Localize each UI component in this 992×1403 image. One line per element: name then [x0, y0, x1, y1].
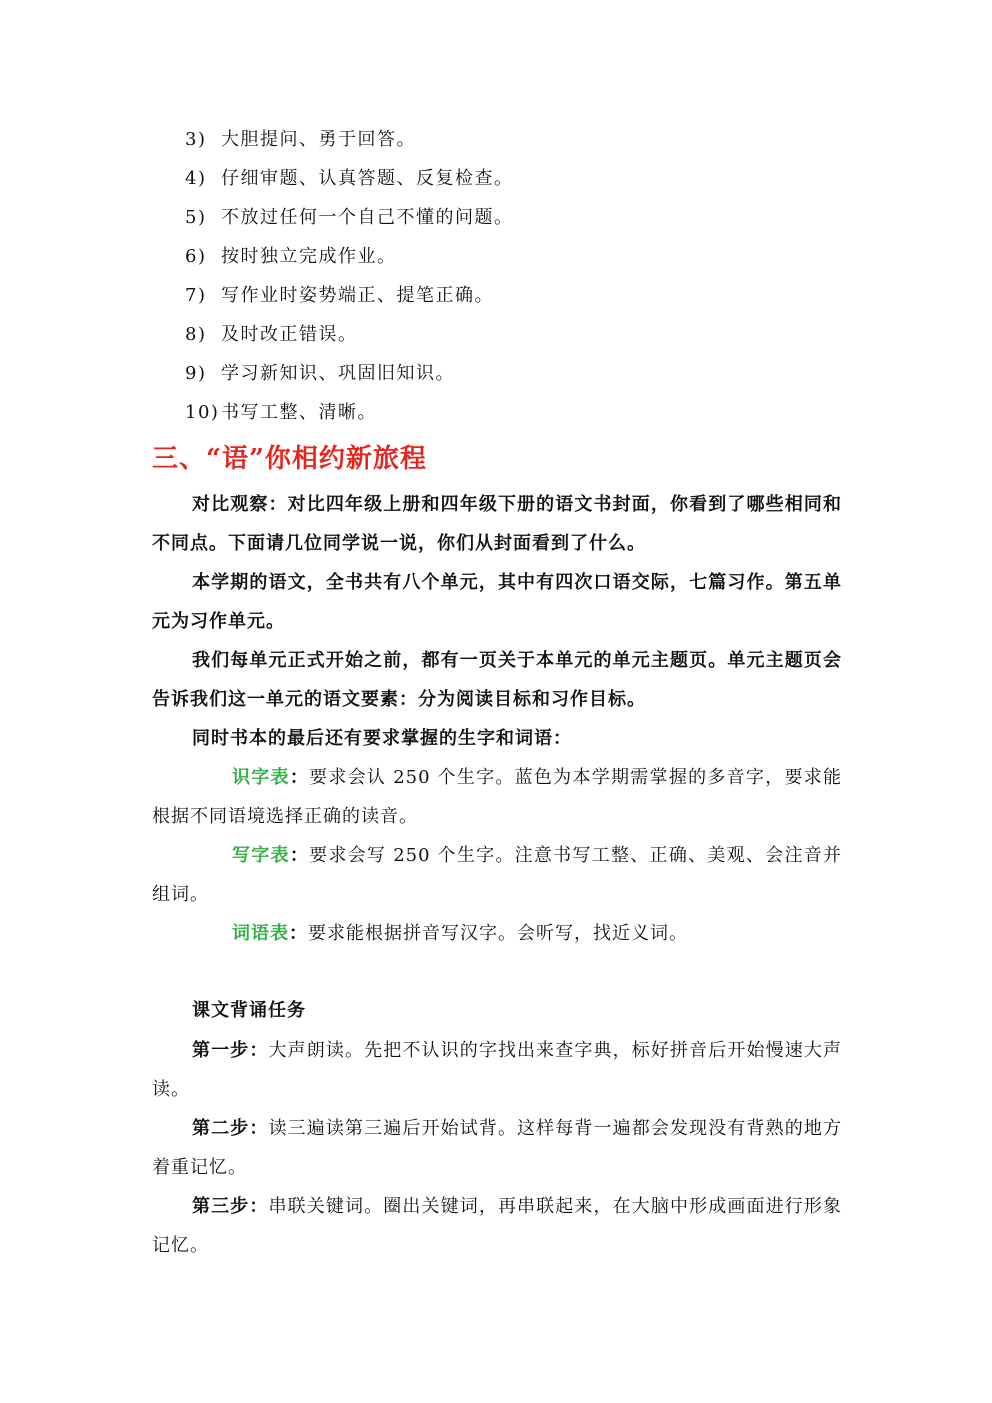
step-text: 串联关键词。圈出关键词，再串联起来，在大脑中形成画面进行形象记忆。: [152, 1196, 842, 1256]
list-text: 及时改正错误。: [221, 324, 358, 345]
literacy-table-text: 要求会认 250 个生字。蓝色为本学期需掌握的多音字，要求能根据不同语境选择正确的读音。: [152, 767, 843, 827]
literacy-table-note: [152, 758, 842, 836]
step-label: 第一步：: [192, 1040, 269, 1061]
writing-table-note: [152, 836, 842, 914]
list-item: [185, 206, 514, 230]
vocabulary-table-label: 词语表: [232, 923, 289, 944]
list-number: 10): [185, 402, 220, 423]
list-number: 6): [185, 246, 207, 267]
recitation-step: [152, 1109, 842, 1187]
list-text: 不放过任何一个自己不懂的问题。: [221, 207, 514, 228]
list-number: 3): [185, 129, 207, 150]
list-number: 8): [185, 324, 207, 345]
writing-table-text: 要求会写 250 个生字。注意书写工整、正确、美观、会注音并组词。: [152, 845, 843, 905]
list-number: 9): [185, 363, 207, 384]
paragraph-observe: 对比观察：对比四年级上册和四年级下册的语文书封面，你看到了哪些相同和不同点。下面请几位同学说一说，你们从封面看到了什么。: [152, 494, 842, 554]
recitation-title: 课文背诵任务: [192, 1000, 306, 1021]
label-separator: ：: [289, 923, 308, 944]
list-item: [185, 128, 416, 152]
step-text: 大声朗读。先把不认识的字找出来查字典，标好拼音后开始慢速大声读。: [152, 1040, 842, 1100]
list-text: 写作业时姿势端正、提笔正确。: [221, 285, 494, 306]
list-number: 7): [185, 285, 207, 306]
list-item: [185, 362, 455, 386]
step-label: 第二步：: [192, 1118, 269, 1139]
label-separator: ：: [289, 845, 310, 866]
recitation-step: [152, 1187, 842, 1265]
list-text: 仔细审题、认真答题、反复检查。: [221, 168, 514, 189]
list-text: 学习新知识、巩固旧知识。: [221, 363, 455, 384]
list-number: 4): [185, 168, 207, 189]
vocabulary-table-text: 要求能根据拼音写汉字。会听写，找近义词。: [308, 923, 688, 944]
list-number: 5): [185, 207, 207, 228]
list-item: [185, 167, 514, 191]
label-separator: ：: [289, 767, 310, 788]
paragraph-units: 本学期的语文，全书共有八个单元，其中有四次口语交际，七篇习作。第五单元为习作单元。: [152, 572, 842, 632]
step-label: 第三步：: [192, 1196, 269, 1217]
list-text: 按时独立完成作业。: [221, 246, 397, 267]
paragraph-characters-intro: 同时书本的最后还有要求掌握的生字和词语：: [192, 728, 572, 749]
recitation-step: [152, 1031, 842, 1109]
paragraph-theme-page: 我们每单元正式开始之前，都有一页关于本单元的单元主题页。单元主题页会告诉我们这一单元的语文要素：分为阅读目标和习作目标。: [152, 650, 842, 710]
literacy-table-label: 识字表: [232, 767, 290, 788]
writing-table-label: 写字表: [232, 845, 290, 866]
list-item: [185, 323, 358, 347]
list-item: [185, 245, 397, 269]
section-heading: 三、“语”你相约新旅程: [152, 444, 427, 474]
vocabulary-table-note: [152, 914, 842, 953]
step-text: 读三遍读第三遍后开始试背。这样每背一遍都会发现没有背熟的地方着重记忆。: [152, 1118, 842, 1178]
list-item: [185, 401, 377, 425]
list-text: 书写工整、清晰。: [221, 402, 377, 423]
list-item: [185, 284, 494, 308]
list-text: 大胆提问、勇于回答。: [221, 129, 416, 150]
